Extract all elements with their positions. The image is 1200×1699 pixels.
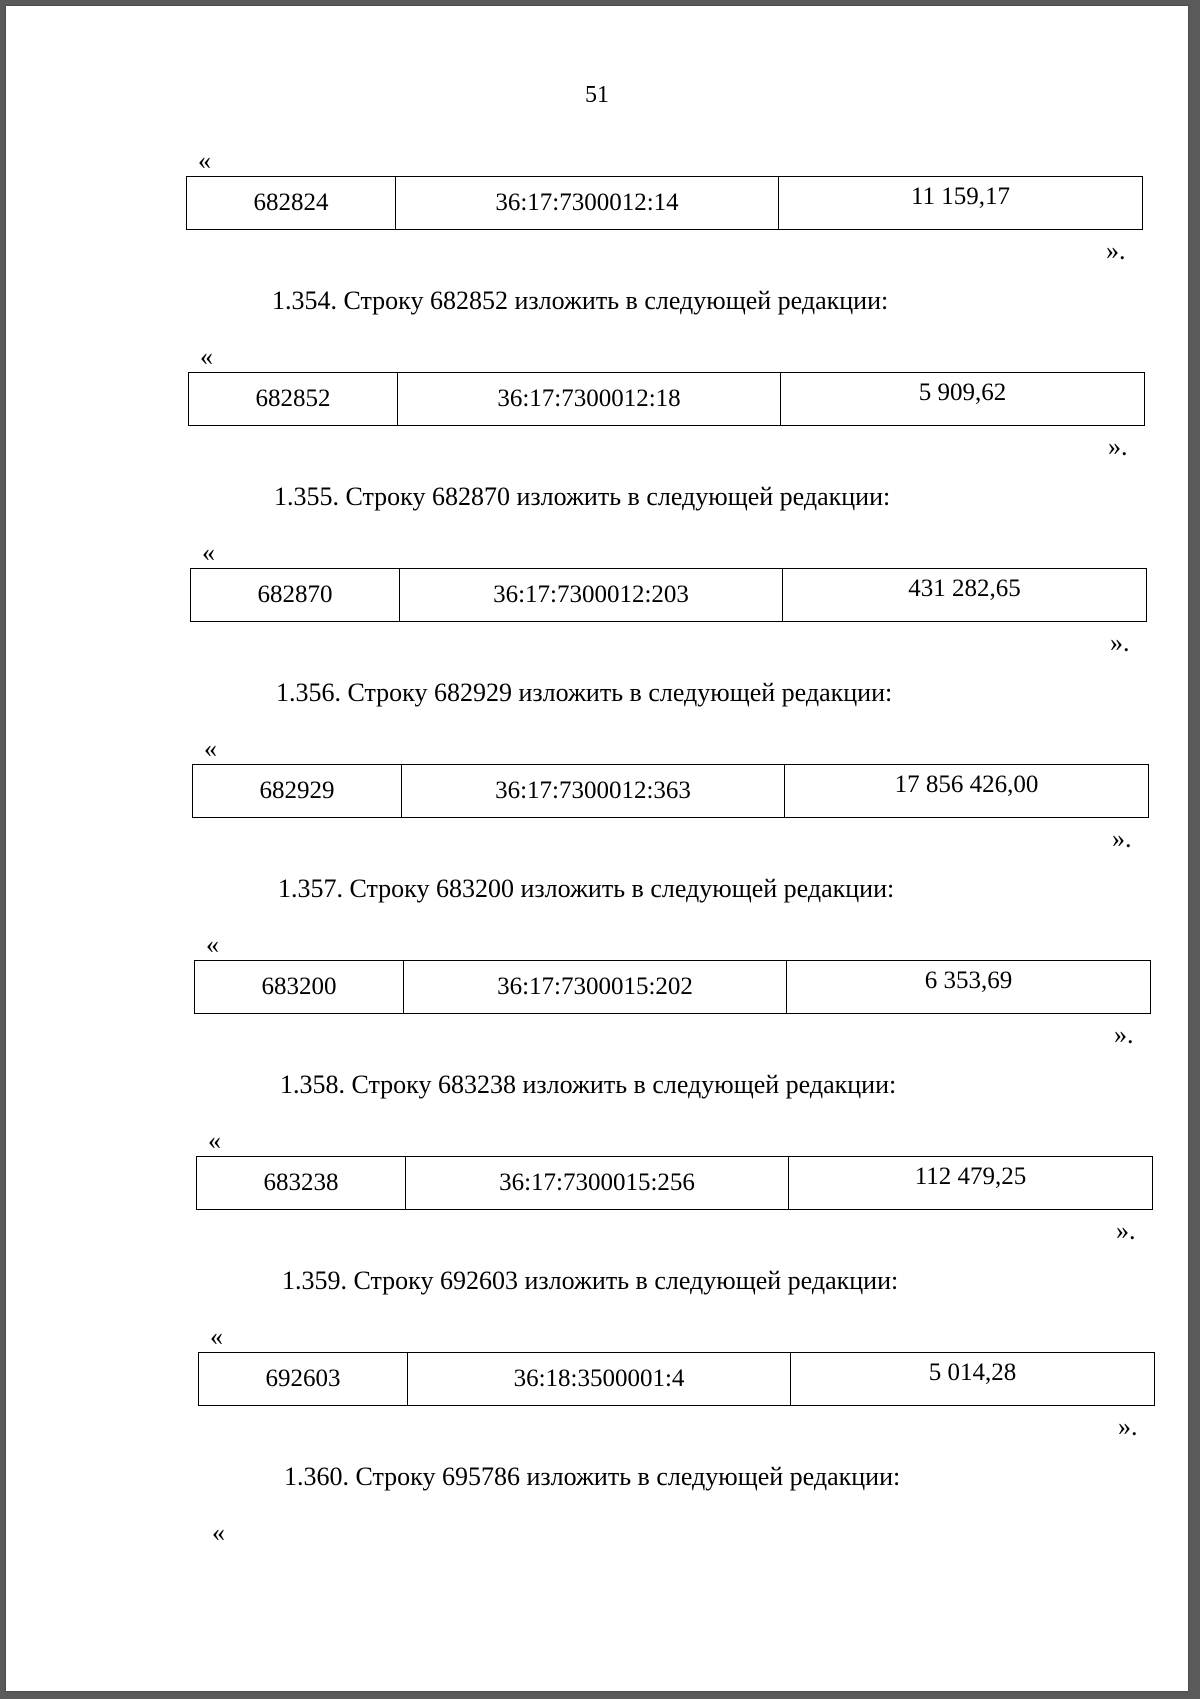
table-row [189,373,1145,426]
row-code-cell: 683238 [197,1157,406,1210]
open-quote: « [204,734,217,763]
row-cadastral-cell: 36:17:7300012:203 [400,569,783,622]
section-heading: 1.360. Строку 695786 изложить в следующей редакции: [284,1462,901,1491]
close-quote: ». [1114,1020,1134,1049]
open-quote: « [202,538,215,567]
close-quote: ». [1116,1216,1136,1245]
section-heading: 1.357. Строку 683200 изложить в следующей редакции: [278,874,895,903]
amendment-row-table [196,1156,1153,1210]
row-cadastral-cell: 36:18:3500001:4 [408,1353,791,1406]
row-code-cell: 682852 [189,373,398,426]
document-page [6,6,1188,1691]
close-quote: ». [1108,432,1128,461]
open-quote: « [208,1126,221,1155]
row-cadastral-cell: 36:17:7300012:363 [402,765,785,818]
open-quote: « [198,146,211,175]
row-code-cell: 683200 [195,961,404,1014]
table-row [191,569,1147,622]
row-code-cell: 682870 [191,569,400,622]
amendment-row-table [186,176,1143,230]
amendment-row-table [198,1352,1155,1406]
table-row [193,765,1149,818]
row-code-cell: 682929 [193,765,402,818]
row-value-cell: 5 014,28 [791,1353,1155,1406]
section-heading: 1.358. Строку 683238 изложить в следующей редакции: [280,1070,897,1099]
table-row [199,1353,1155,1406]
amendment-row-table [192,764,1149,818]
row-cadastral-cell: 36:17:7300015:256 [406,1157,789,1210]
table-row [195,961,1151,1014]
row-code-cell: 692603 [199,1353,408,1406]
open-quote: « [210,1322,223,1351]
row-value-cell: 11 159,17 [779,177,1143,230]
row-value-cell: 112 479,25 [789,1157,1153,1210]
close-quote: ». [1112,824,1132,853]
open-quote: « [206,930,219,959]
page-number: 51 [585,82,609,108]
row-cadastral-cell: 36:17:7300012:14 [396,177,779,230]
close-quote: ». [1118,1412,1138,1441]
amendment-row-table [194,960,1151,1014]
section-heading: 1.356. Строку 682929 изложить в следующей редакции: [276,678,893,707]
close-quote: ». [1110,628,1130,657]
open-quote: « [212,1518,225,1547]
row-cadastral-cell: 36:17:7300012:18 [398,373,781,426]
section-heading: 1.359. Строку 692603 изложить в следующей редакции: [282,1266,899,1295]
row-cadastral-cell: 36:17:7300015:202 [404,961,787,1014]
section-heading: 1.355. Строку 682870 изложить в следующей редакции: [274,482,891,511]
row-value-cell: 431 282,65 [783,569,1147,622]
table-row [197,1157,1153,1210]
table-row [187,177,1143,230]
row-value-cell: 6 353,69 [787,961,1151,1014]
row-code-cell: 682824 [187,177,396,230]
open-quote: « [200,342,213,371]
row-value-cell: 17 856 426,00 [785,765,1149,818]
amendment-row-table [190,568,1147,622]
section-heading: 1.354. Строку 682852 изложить в следующей редакции: [272,286,889,315]
amendment-row-table [188,372,1145,426]
close-quote: ». [1106,236,1126,265]
row-value-cell: 5 909,62 [781,373,1145,426]
